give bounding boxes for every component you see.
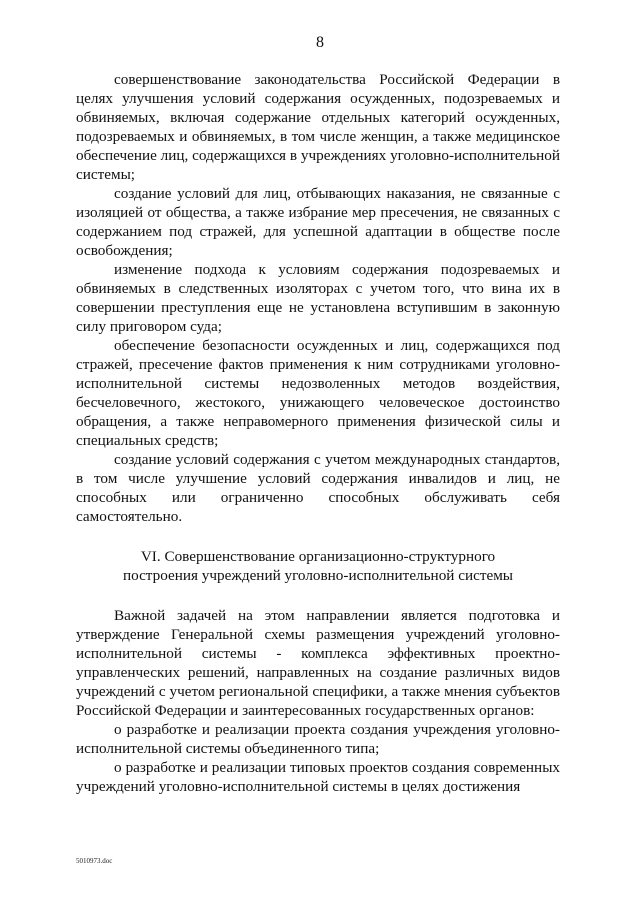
paragraph: создание условий содержания с учетом международных стандартов, в том числе улучшение условий содержания инвалидов и лиц, не способных или ограниченно способных обслуживать себя самостоятельно. xyxy=(76,451,560,525)
section-heading-line-2: построения учреждений уголовно-исполнительной системы xyxy=(122,567,514,584)
paragraph: Важной задачей на этом направлении является подготовка и утверждение Генеральной схемы размещения учреждений уголовно-исполнительной системы - комплекса эффективных проектно-управленческих решений, направленных на создание различных видов учреждений с учетом региональной специфики, а также мнения субъектов Российской Федерации и заинтересованных государственных органов: xyxy=(76,607,560,719)
paragraph: совершенствование законодательства Российской Федерации в целях улучшения условий содержания осужденных, подозреваемых и обвиняемых, включая содержание отдельных категорий осужденных, подозреваемых и обвиняемых, в том числе женщин, а также медицинское обеспечение лиц, содержащихся в учреждениях уголовно-исполнительной системы; xyxy=(76,71,560,183)
section-heading-line-1: VI. Совершенствование организационно-структурного xyxy=(140,548,496,565)
document-body xyxy=(76,70,560,796)
page-number: 8 xyxy=(316,34,324,51)
file-name-footer: 5010973.doc xyxy=(76,857,113,865)
section-heading xyxy=(76,547,560,585)
paragraph: изменение подхода к условиям содержания подозреваемых и обвиняемых в следственных изоляторах с учетом того, что вина их в совершении преступления еще не установлена вступившим в законную силу приговором суда; xyxy=(76,261,560,335)
paragraph: создание условий для лиц, отбывающих наказания, не связанные с изоляцией от общества, а также избрание мер пресечения, не связанных с содержанием под стражей, для успешной адаптации в обществе после освобождения; xyxy=(76,185,560,259)
paragraph: о разработке и реализации проекта создания учреждения уголовно-исполнительной системы объединенного типа; xyxy=(76,721,560,757)
paragraph: обеспечение безопасности осужденных и лиц, содержащихся под стражей, пресечение фактов применения к ним сотрудниками уголовно-исполнительной системы недозволенных методов воздействия, бесчеловечного, жестокого, унижающего человеческое достоинство обращения, а также неправомерного применения физической силы и специальных средств; xyxy=(76,337,560,449)
paragraph: о разработке и реализации типовых проектов создания современных учреждений уголовно-исполнительной системы в целях достижения xyxy=(76,759,560,795)
